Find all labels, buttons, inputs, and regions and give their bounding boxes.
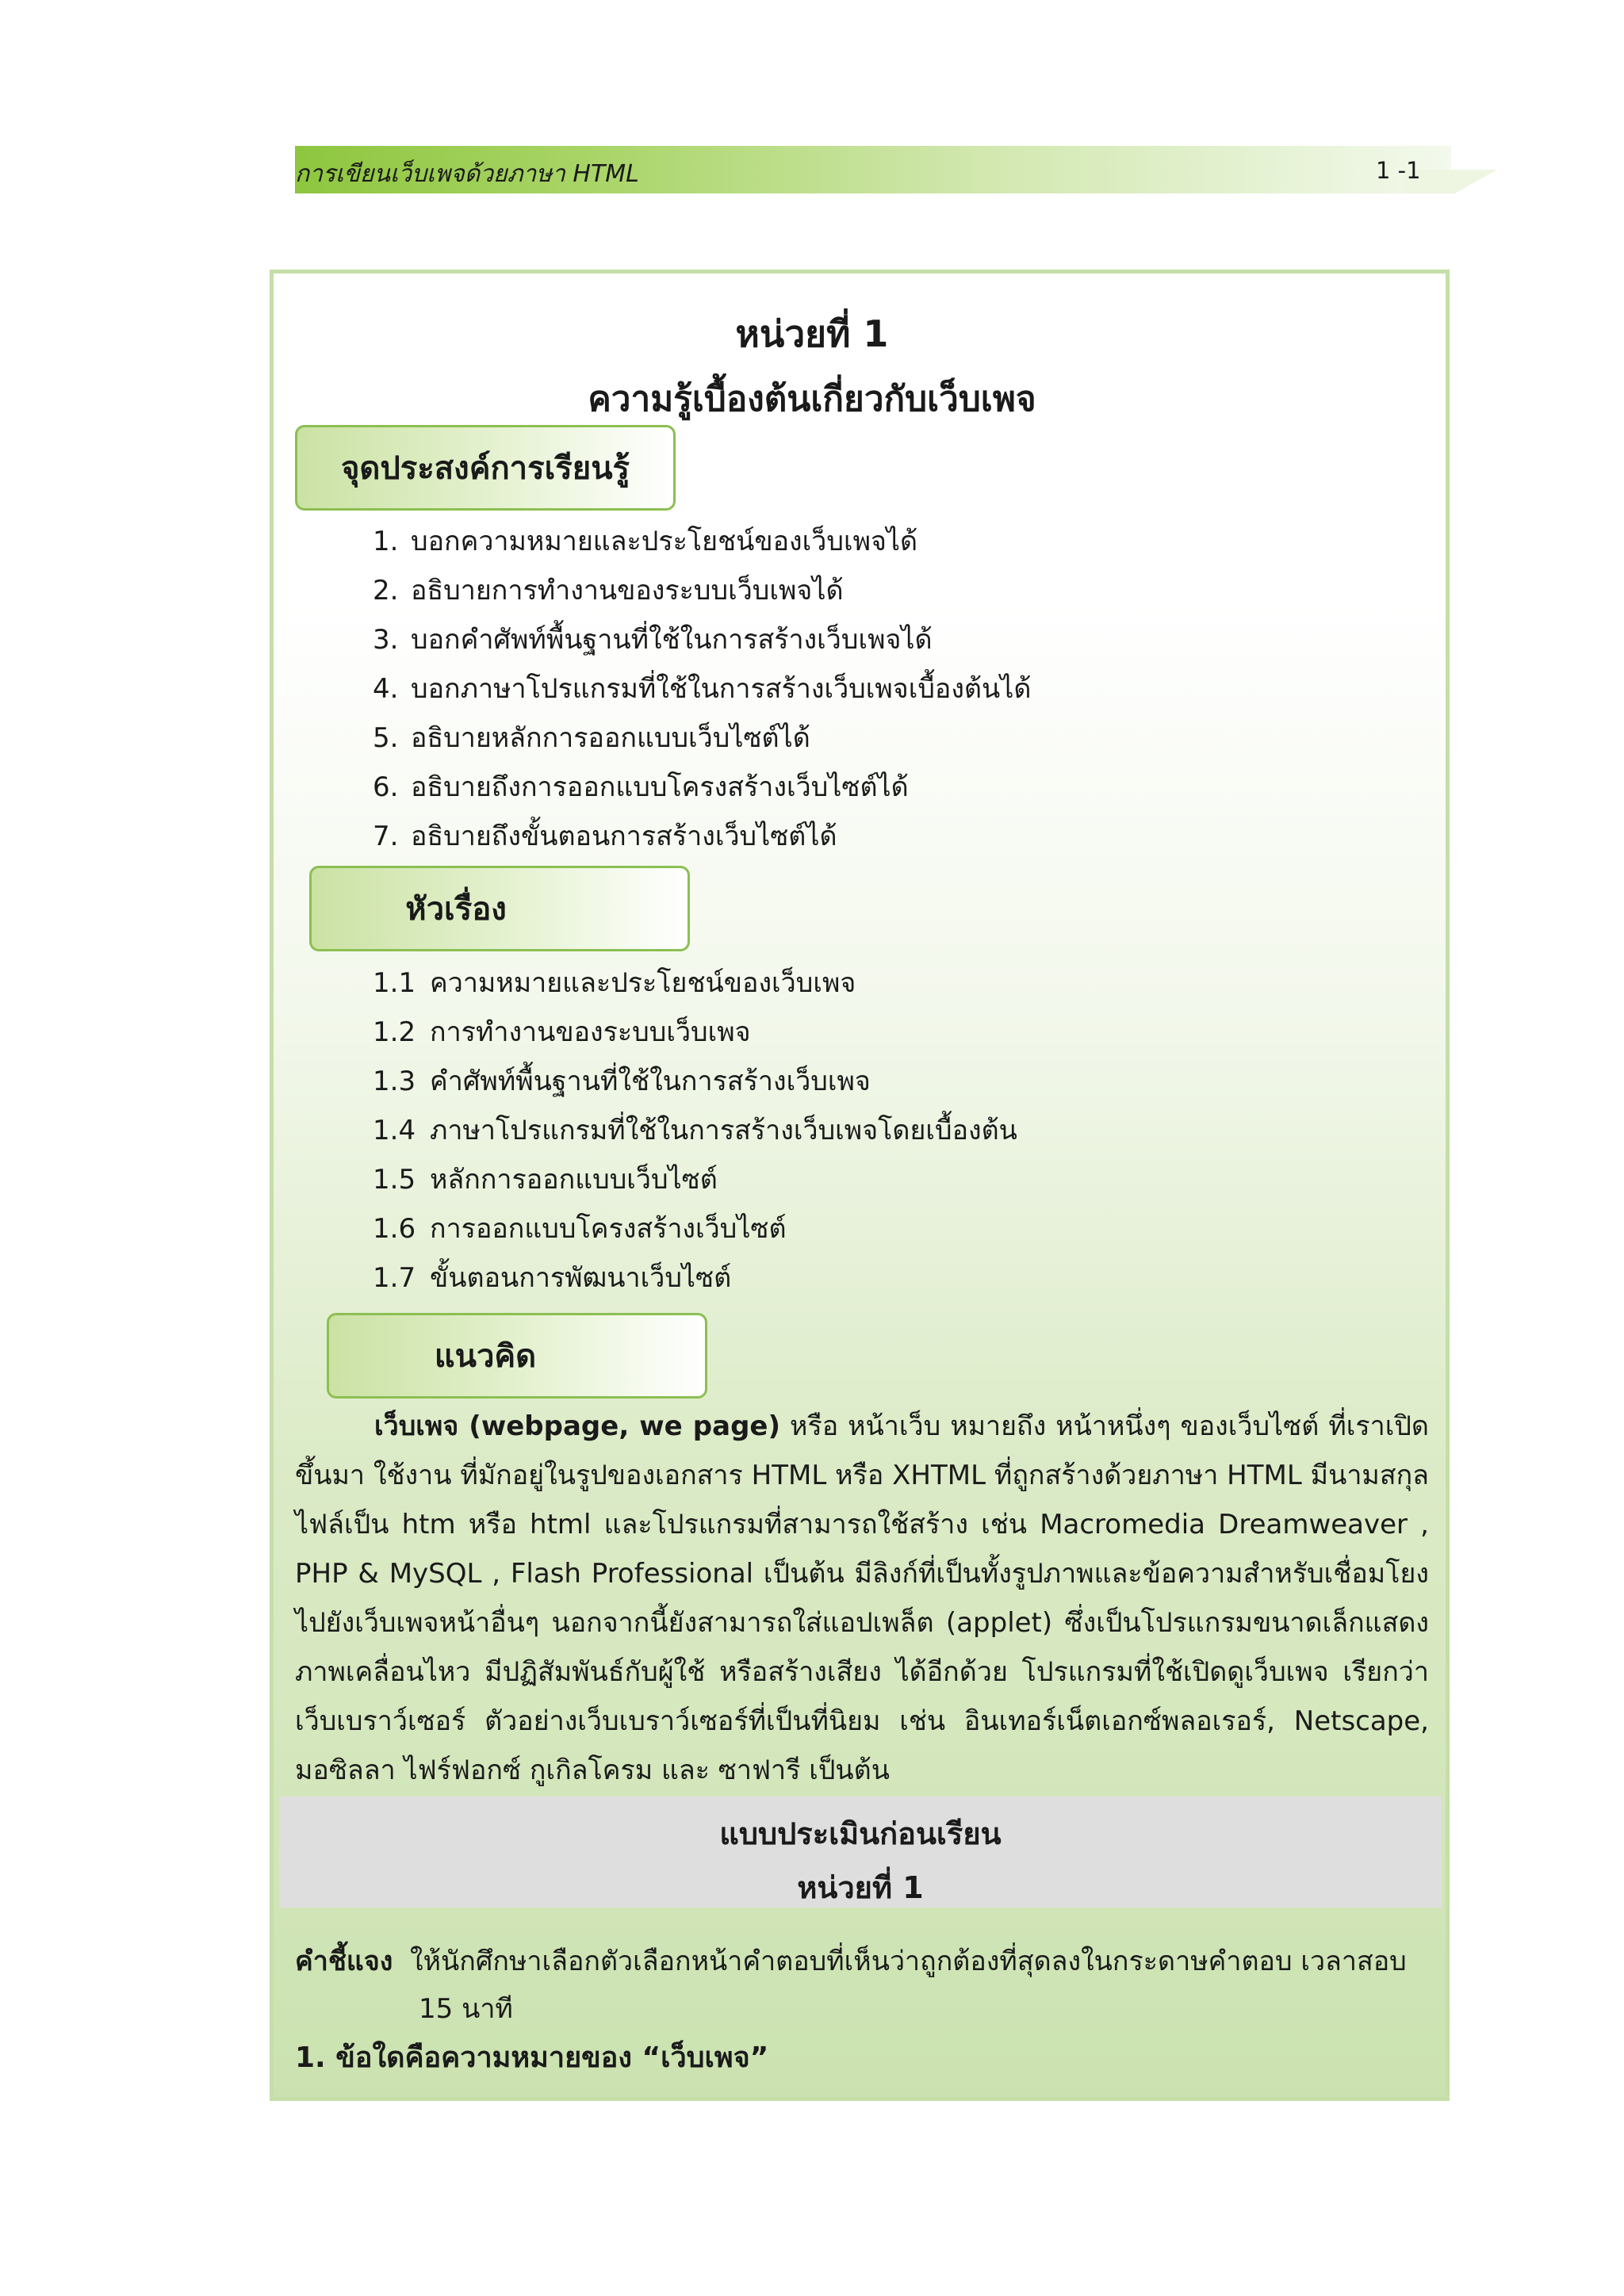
- objective-number: 4.: [373, 673, 399, 705]
- objective-item: [373, 519, 917, 562]
- instruction: [295, 1939, 1407, 1982]
- assessment-unit: หน่วยที่ 1: [797, 1870, 924, 1905]
- objective-number: 3.: [373, 624, 399, 656]
- topic-text: หลักการออกแบบเว็บไซต์: [430, 1164, 718, 1196]
- objective-text: บอกความหมายและประโยชน์ของเว็บเพจได้: [411, 526, 918, 557]
- objective-text: อธิบายถึงขั้นตอนการสร้างเว็บไซต์ได้: [411, 821, 837, 852]
- unit-title: หน่วยที่ 1: [735, 312, 889, 355]
- topic-text: ขั้นตอนการพัฒนาเว็บไซต์: [430, 1262, 732, 1294]
- document-title: การเขียนเว็บเพจด้วยภาษา HTML: [295, 160, 639, 188]
- instruction-text: ให้นักศึกษาเลือกตัวเลือกหน้าคำตอบที่เห็นว่าถูกต้องที่สุดลงในกระดาษคำตอบ เวลาสอบ: [409, 1946, 1407, 1977]
- topic-item: [373, 961, 856, 1004]
- instruction-label: คำชี้แจง: [295, 1946, 393, 1977]
- topic-number: 1.1: [373, 967, 416, 999]
- objective-number: 1.: [373, 526, 399, 557]
- topic-text: คำศัพท์พื้นฐานที่ใช้ในการสร้างเว็บเพจ: [430, 1066, 871, 1097]
- objective-number: 5.: [373, 722, 399, 754]
- topic-number: 1.7: [373, 1262, 416, 1294]
- concept-lead-term: เว็บเพจ (webpage, we page): [374, 1410, 781, 1442]
- topic-text: ภาษาโปรแกรมที่ใช้ในการสร้างเว็บเพจโดยเบื้องต้น: [430, 1115, 1017, 1146]
- topic-text: ความหมายและประโยชน์ของเว็บเพจ: [430, 967, 856, 999]
- topic-number: 1.2: [373, 1016, 416, 1048]
- concept-heading: [327, 1313, 707, 1399]
- objective-item: [373, 765, 909, 808]
- topic-item: [373, 1256, 731, 1299]
- topics-heading-label: หัวเรื่อง: [405, 890, 507, 928]
- topic-text: การออกแบบโครงสร้างเว็บไซต์: [430, 1213, 787, 1245]
- objective-number: 2.: [373, 575, 399, 607]
- concept-heading-label: แนวคิด: [434, 1337, 537, 1375]
- topic-item: [373, 1108, 1017, 1151]
- objective-item: [373, 568, 844, 611]
- objective-item: [373, 716, 810, 759]
- topic-item: [373, 1158, 718, 1200]
- question-1: 1. ข้อใดคือความหมายของ “เว็บเพจ”: [295, 2042, 769, 2074]
- topic-number: 1.6: [373, 1213, 416, 1245]
- objective-number: 6.: [373, 771, 399, 803]
- topic-item: [373, 1059, 871, 1102]
- objective-text: อธิบายถึงการออกแบบโครงสร้างเว็บไซต์ได้: [411, 771, 909, 803]
- topic-item: [373, 1010, 751, 1053]
- objective-text: อธิบายการทำงานของระบบเว็บเพจได้: [411, 575, 844, 607]
- unit-subtitle: ความรู้เบื้องต้นเกี่ยวกับเว็บเพจ: [588, 379, 1036, 419]
- topic-number: 1.3: [373, 1066, 416, 1097]
- topics-heading: [309, 866, 690, 951]
- topic-number: 1.5: [373, 1164, 416, 1196]
- page-number: 1 -1: [1376, 157, 1421, 184]
- objective-item: [373, 618, 933, 660]
- objective-text: อธิบายหลักการออกแบบเว็บไซต์ได้: [411, 722, 810, 754]
- concept-body: หรือ หน้าเว็บ หมายถึง หน้าหนึ่งๆ ของเว็บไซต์ ที่เราเปิดขึ้นมา ใช้งาน ที่มักอยู่ในรูปของเอกสาร HTML หรือ XHTML ที่ถูกสร้างด้วยภาษา HTML มีนามสกุลไฟล์เป็น htm หรือ html และโปรแกรมที่สามารถใช้สร้าง เช่น Macromedia Dreamweaver , PHP & MySQL , Flash Professional เป็นต้น มีลิงก์ที่เป็นทั้งรูปภาพและข้อความสำหรับเชื่อมโยงไปยังเว็บเพจหน้าอื่นๆ นอกจากนี้ยังสามารถใส่แอปเพล็ต (applet) ซึ่งเป็นโปรแกรมขนาดเล็กแสดงภาพเคลื่อนไหว มีปฏิสัมพันธ์กับผู้ใช้ หรือสร้างเสียง ได้อีกด้วย โปรแกรมที่ใช้เปิดดูเว็บเพจ เรียกว่า เว็บเบราว์เซอร์ ตัวอย่างเว็บเบราว์เซอร์ที่เป็นที่นิยม เช่น อินเทอร์เน็ตเอกซ์พลอเรอร์, Netscape, มอซิลลา ไฟร์ฟอกซ์ กูเกิลโครม และ ซาฟารี เป็นต้น: [295, 1410, 1429, 1786]
- topic-number: 1.4: [373, 1115, 416, 1146]
- objective-item: [373, 814, 837, 857]
- objective-item: [373, 667, 1031, 710]
- topic-item: [373, 1207, 787, 1249]
- objective-text: บอกคำศัพท์พื้นฐานที่ใช้ในการสร้างเว็บเพจได้: [411, 624, 933, 656]
- concept-paragraph: [295, 1402, 1429, 1795]
- instruction-continued: 15 นาที: [419, 1993, 513, 2025]
- topic-text: การทำงานของระบบเว็บเพจ: [430, 1016, 751, 1048]
- objective-text: บอกภาษาโปรแกรมที่ใช้ในการสร้างเว็บเพจเบื้องต้นได้: [411, 673, 1032, 705]
- objectives-heading-label: จุดประสงค์การเรียนรู้: [340, 450, 630, 487]
- assessment-title: แบบประเมินก่อนเรียน: [719, 1816, 1002, 1851]
- objectives-heading: [295, 425, 676, 511]
- objective-number: 7.: [373, 821, 399, 852]
